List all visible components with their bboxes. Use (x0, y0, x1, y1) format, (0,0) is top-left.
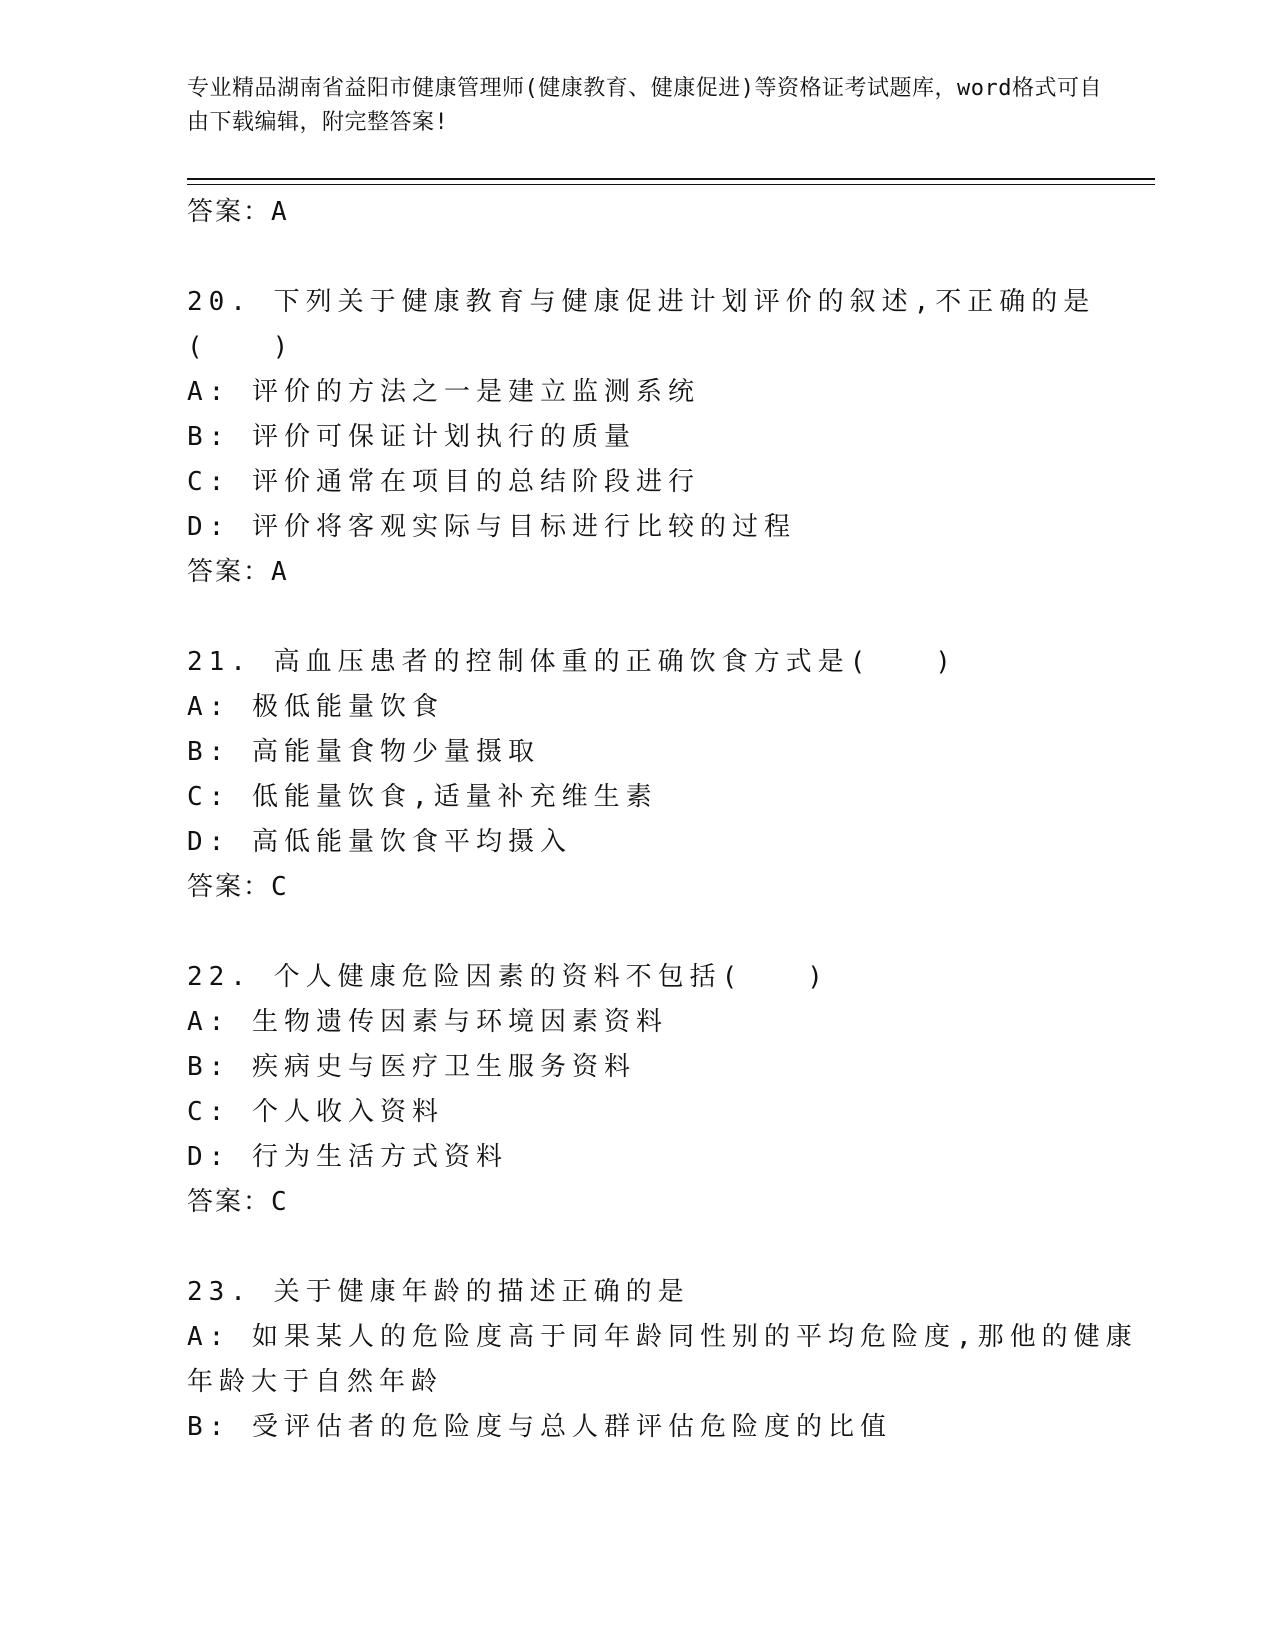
option-c: C: 个人收入资料 (187, 1097, 444, 1127)
page-header: 专业精品湖南省益阳市健康管理师(健康教育、健康促进)等资格证考试题库，word格式可自由下载编辑，附完整答案! (187, 76, 1102, 135)
option-a: A: 极低能量饮食 (187, 692, 444, 722)
option-c: C: 评价通常在项目的总结阶段进行 (187, 467, 700, 497)
question-21 (187, 640, 1147, 910)
option-a: A: 评价的方法之一是建立监测系统 (187, 377, 700, 407)
option-d: D: 高低能量饮食平均摄入 (187, 827, 572, 857)
header-divider-thin (187, 184, 1155, 185)
question-22 (187, 955, 1147, 1225)
option-b: B: 高能量食物少量摄取 (187, 737, 540, 767)
option-d: D: 评价将客观实际与目标进行比较的过程 (187, 512, 796, 542)
answer-line: 答案：C (187, 1187, 289, 1217)
question-20 (187, 280, 1147, 595)
option-b: B: 评价可保证计划执行的质量 (187, 422, 636, 452)
question-stem: 20. 下列关于健康教育与健康促进计划评价的叙述,不正确的是( ) (187, 287, 1096, 362)
header-divider-thick (187, 178, 1155, 180)
option-b: B: 受评估者的危险度与总人群评估危险度的比值 (187, 1412, 892, 1442)
option-c: C: 低能量饮食,适量补充维生素 (187, 782, 658, 812)
answer-line: 答案：C (187, 872, 289, 902)
question-23 (187, 1270, 1147, 1450)
question-list (187, 190, 1147, 1450)
option-d: D: 行为生活方式资料 (187, 1142, 508, 1172)
option-a: A: 生物遗传因素与环境因素资料 (187, 1007, 668, 1037)
answer-line: 答案：A (187, 197, 289, 227)
option-b: B: 疾病史与医疗卫生服务资料 (187, 1052, 636, 1082)
question-stem: 23. 关于健康年龄的描述正确的是 (187, 1277, 690, 1307)
answer-line: 答案：A (187, 557, 289, 587)
question-stem: 22. 个人健康危险因素的资料不包括( ) (187, 962, 829, 992)
question-stem: 21. 高血压患者的控制体重的正确饮食方式是( ) (187, 647, 957, 677)
option-a: A: 如果某人的危险度高于同年龄同性别的平均危险度,那他的健康年龄大于自然年龄 (187, 1322, 1138, 1397)
